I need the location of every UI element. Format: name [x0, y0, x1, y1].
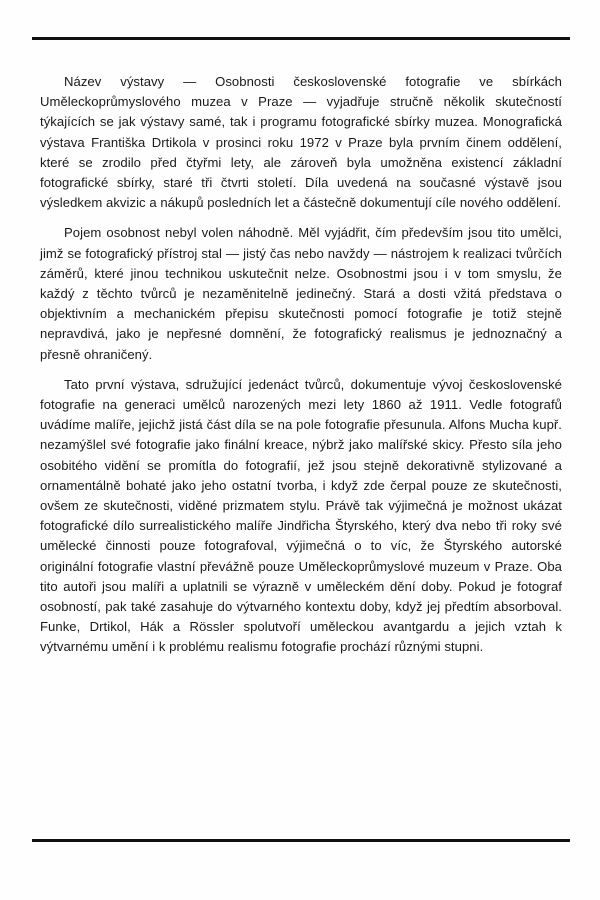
text-body [40, 72, 562, 668]
top-rule [32, 37, 570, 40]
paragraph-intro: Název výstavy — Osobnosti československé fotografie ve sbírkách Uměleckoprůmyslového muzea v Praze — vyjadřuje stručně několik skutečností týkajících se jak výstavy samé, tak i programu fotografické sbírky muzea. Monografická výstava Františka Drtikola v prosinci roku 1972 v Praze byla prvním činem oddělení, které se zrodilo před čtyřmi lety, ale zároveň byla umožněna existencí základní fotografické sbírky, staré tři čtvrti století. Díla uvedená na současné výstavě jsou výsledkem akvizic a nákupů posledních let a částečně dokumentují cíle nového oddělení. [40, 74, 562, 211]
paragraph-exhibition: Tato první výstava, sdružující jedenáct tvůrců, dokumentuje vývoj československé fotografie na generaci umělců narozených mezi lety 1860 až 1911. Vedle fotografů uvádíme malíře, jejichž jistá část díla se na pole fotografie přesunula. Alfons Mucha kupř. nezamýšlel své fotografie jako finální kreace, nýbrž jako malířské skicy. Přesto síla jeho osobitého vidění se promítla do fotografií, jež jsou stejně dekorativně stylizované a ornamentálně bohaté jako jeho ostatní tvorba, i když zde čerpal pouze ze skutečnosti, ovšem ze skutečnosti, viděné prizmatem stylu. Právě tak výjimečná je možnost ukázat fotografické dílo surrealistického malíře Jindřicha Štyrského, který dva nebo tři roky své umělecké činnosti pouze fotografoval, výjimečná o to víc, že Štyrského autorské originální fotografie vlastní převážně pouze Uměleckoprůmyslové muzeum v Praze. Oba tito autoři jsou malíři a uplatnili se výrazně v uměleckém dění doby. Pokud je fotograf osobností, pak také zasahuje do výtvarného kontextu doby, když jej předtím absorboval. Funke, Drtikol, Hák a Rössler spolutvoří uměleckou avantgardu a jejich vztah k výtvarnému umění i k problému realismu fotografie prochází různými stupni. [40, 376, 562, 655]
paragraph-personality: Pojem osobnost nebyl volen náhodně. Měl vyjádřit, čím především jsou tito umělci, jimž se fotografický přístroj stal — jistý čas nebo navždy — nástrojem k realizaci tvůrčích záměrů, které jinou technikou uskutečnit nelze. Osobnostmi jsou i v tom smyslu, že každý z těchto tvůrců je nezaměnitelně jedinečný. Stará a dosti vžitá představa o objektivním a mechanickém přepisu skutečnosti pomocí fotografie je totiž stejně nepravdivá, jako je nepřesné domnění, že fotografický realismus je jednoznačný a přesně ohraničený. [40, 225, 562, 362]
bottom-rule [32, 839, 570, 842]
